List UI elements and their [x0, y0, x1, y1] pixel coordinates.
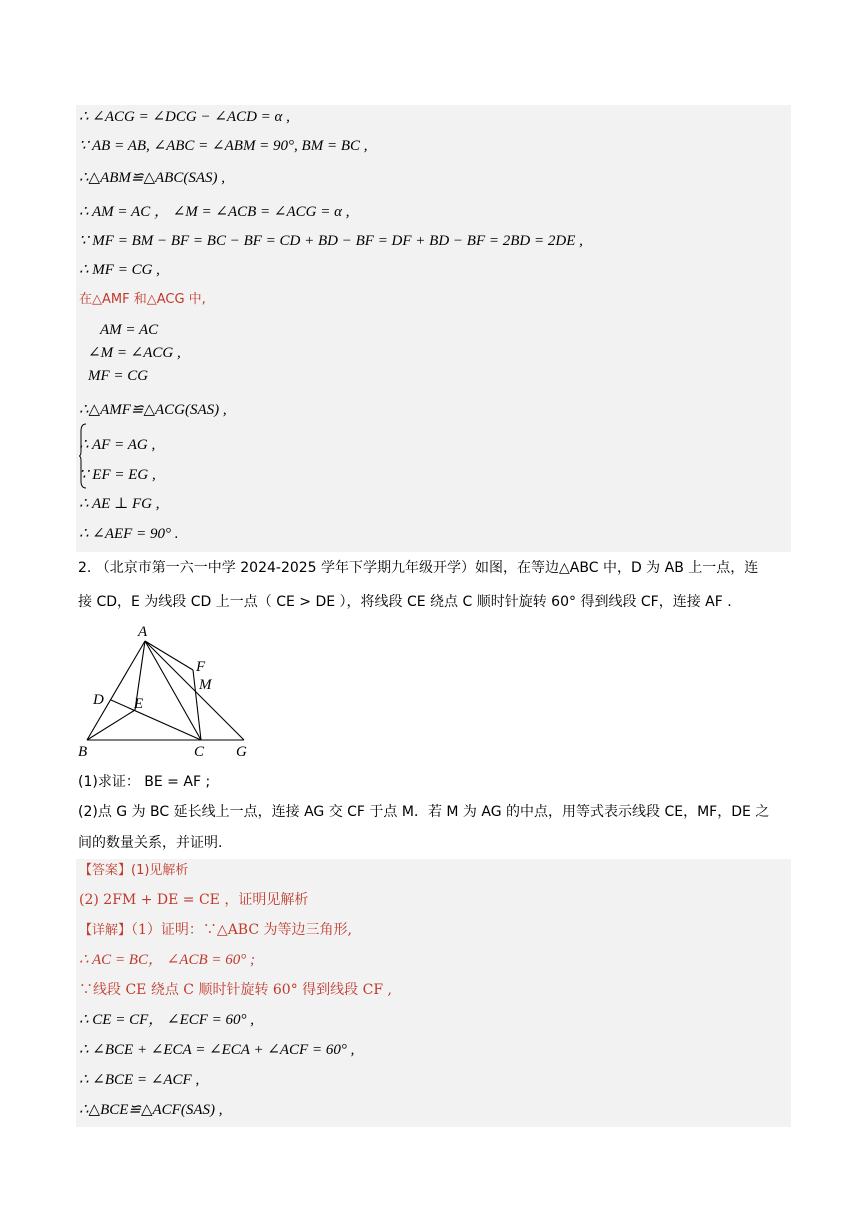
solution-line: ∵ AB = AB, ∠ABC = ∠ABM = 90°, BM = BC ,: [79, 138, 368, 154]
solution-block-1: [76, 105, 791, 552]
detail-line: ∵线段 CE 绕点 C 顺时针旋转 60° 得到线段 CF ,: [79, 982, 392, 998]
detail-line: ∴ CE = CF， ∠ECF = 60° ,: [79, 1012, 255, 1028]
solution-line: ∵ EF = EG ,: [79, 467, 156, 483]
solution-line: ∴△ABM≌△ABC(SAS) ,: [79, 170, 225, 186]
solution-line: ∴ ∠AEF = 90° .: [79, 526, 179, 542]
label-f: F: [196, 659, 206, 675]
answer-part-2: (2) 2FM + DE = CE ，证明见解析: [79, 892, 309, 908]
segment-ag: [145, 641, 244, 740]
segment-be: [87, 710, 135, 740]
geometry-figure: [78, 620, 258, 765]
segment-ac: [145, 641, 201, 740]
answer-part-1: (1)见解析: [131, 863, 189, 878]
detail-line: ∴ ∠BCE + ∠ECA = ∠ECA + ∠ACF = 60° ,: [79, 1042, 355, 1058]
question-part-1: (1)求证： BE = AF ;: [78, 774, 211, 790]
solution-line: ∴ MF = CG ,: [79, 262, 160, 278]
label-e: E: [134, 696, 144, 712]
label-m: M: [199, 677, 212, 693]
label-d: D: [93, 692, 104, 708]
segment-dc: [111, 700, 201, 740]
solution-line: 在△AMF 和△ACG 中,: [79, 292, 206, 307]
solution-line: ∵ MF = BM − BF = BC − BF = CD + BD − BF = DF + BD − BF = 2BD = 2DE ,: [79, 233, 583, 249]
solution-line: AM = AC: [100, 322, 159, 338]
question-part-2: (2)点 G 为 BC 延长线上一点，连接 AG 交 CF 于点 M．若 M 为 AG 的中点，用等式表示线段 CE，MF，DE 之: [78, 804, 770, 820]
label-c: C: [194, 744, 205, 760]
detail-line: [79, 920, 352, 941]
solution-block-2: [76, 859, 791, 1127]
question-part-2: 间的数量关系，并证明.: [78, 835, 223, 851]
label-g: G: [236, 744, 247, 760]
label-b: B: [78, 744, 88, 760]
detail-line: ∴△BCE≌△ACF(SAS) ,: [79, 1102, 223, 1118]
answer-line: [79, 861, 188, 881]
solution-line: ∴ AF = AG ,: [79, 437, 156, 453]
question-line: 接 CD，E 为线段 CD 上一点（ CE > DE ），将线段 CE 绕点 C 顺时针旋转 60° 得到线段 CF，连接 AF .: [78, 594, 732, 610]
detail-line: ∴ AC = BC， ∠ACB = 60° ;: [79, 952, 255, 968]
solution-line: ∴ AE ⊥ FG ,: [79, 496, 160, 512]
answer-tag: 【答案】: [79, 863, 132, 878]
detail-line: ∴ ∠BCE = ∠ACF ,: [79, 1072, 200, 1088]
answer-line: [79, 890, 308, 910]
solution-line: ∴ ∠ACG = ∠DCG − ∠ACD = α ,: [79, 109, 290, 125]
detail-text: （1）证明：∵△ABC 为等边三角形,: [131, 922, 352, 938]
question-line: 2. （北京市第一六一中学 2024-2025 学年下学期九年级开学）如图，在等边△ABC 中，D 为 AB 上一点，连: [78, 560, 759, 576]
solution-line: MF = CG: [88, 368, 149, 384]
solution-line: ∴△AMF≌△ACG(SAS) ,: [79, 402, 227, 418]
segment-ab: [87, 641, 145, 740]
label-a: A: [138, 624, 148, 640]
detail-tag: 【详解】: [79, 923, 132, 938]
solution-line: ∴ AM = AC ， ∠M = ∠ACB = ∠ACG = α ,: [79, 204, 350, 220]
solution-line: ∠M = ∠ACG ,: [88, 345, 181, 361]
